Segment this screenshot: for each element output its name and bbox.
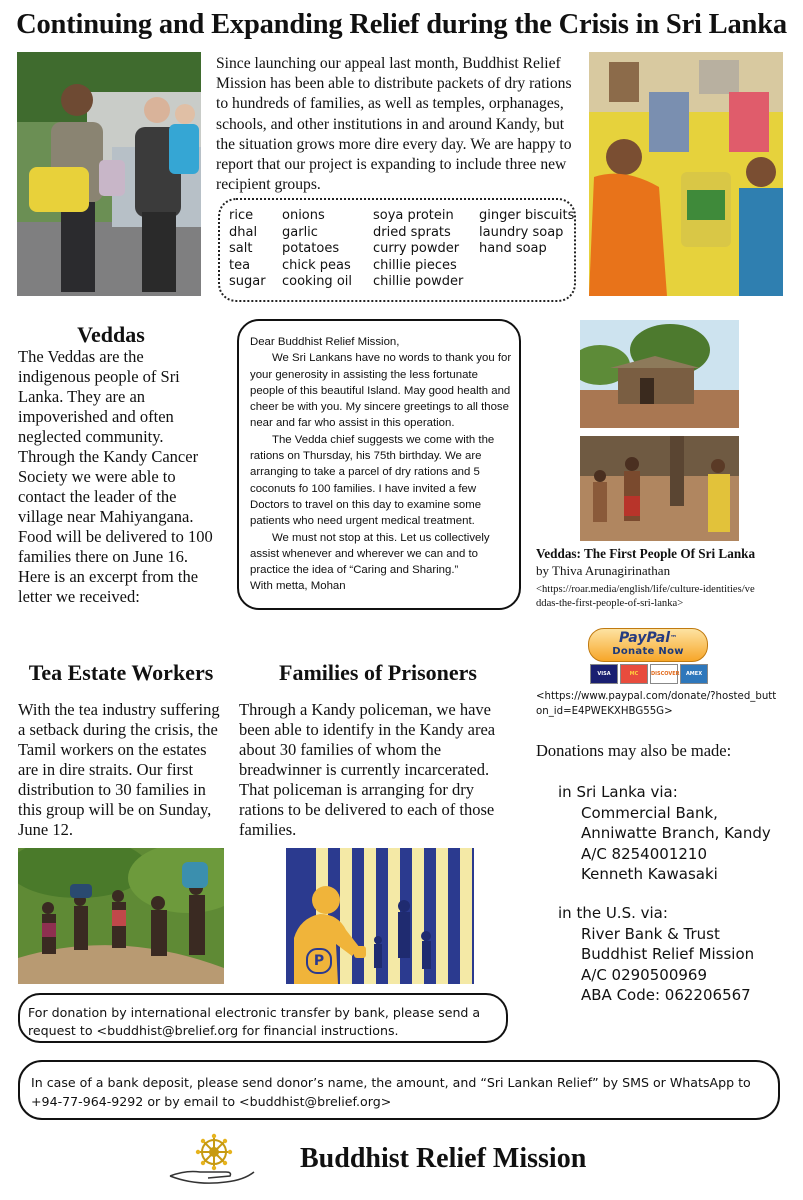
deposit-notice-text: In case of a bank deposit, please send donor’s name, the amount, and “Sri Lankan Relief” by SMS or WhatsApp to +94-77-964-9292 or by email to <buddhist@brelief.org> [31,1075,751,1109]
veddas-article-url[interactable] [536,583,755,611]
tea-heading: Tea Estate Workers [28,660,214,685]
volunteers-photo [17,52,201,296]
donations-intro: Donations may also be made: [536,741,732,760]
us-label: in the U.S. via: [558,904,668,922]
ration-item: rice [229,208,254,223]
prisoners-heading: Families of Prisoners [279,660,477,685]
us-line: River Bank & Trust [581,924,720,943]
ration-item: chillie powder [373,274,464,290]
veddas-heading: Veddas [77,322,145,347]
us-line: A/C 0290500969 [581,965,707,984]
srilanka-line: Kenneth Kawasaki [581,865,718,883]
paypal-logo: PayPal [618,630,671,646]
prisoners-body: Through a Kandy policeman, we have been able to identify in the Kandy area about 30 families of whom the breadwinner is currently incarcerated. That policeman is arranging for dry rations to be delivered to each of those families. [239,700,496,839]
ration-item: onions [282,208,325,223]
paypal-url-line-2: on_id=E4PWEKXHBG55G> [536,706,673,717]
veddas-article-url-line-2: ddas-the-first-people-of-sri-lanka> [536,598,684,609]
srilanka-line: A/C 8254001210 [581,844,707,863]
us-line: Buddhist Relief Mission [581,945,755,963]
tea-workers-photo [18,848,224,984]
srilanka-label: in Sri Lanka via: [558,783,678,801]
rations-column-1 [229,208,266,291]
discover-card-icon: DISCOVER [650,664,678,684]
ration-item: potatoes [282,241,340,257]
rations-column-4 [479,208,574,258]
ration-item: chillie pieces [373,257,457,273]
ration-item: laundry soap [479,224,564,240]
veddas-body: The Veddas are the indigenous people of Sri Lanka. They are an impoverished and often neglected community. Through the Kandy Cancer Society we were able to contact the leader of the village near Mahiyangana. Food will be delivered to 100 families there on June 16. Here is an excerpt from the letter we received: [18,347,213,606]
ration-item: tea [229,257,251,273]
srilanka-line: Commercial Bank, [581,803,718,822]
veddas-article-url-line-1: <https://roar.media/english/life/culture-identities/ve [536,584,755,595]
ration-item: hand soap [479,241,547,257]
transfer-notice-text: For donation by international electronic transfer by bank, please send a request to <buddhist@brelief.org for financial instructions. [28,1005,481,1038]
card-logos [590,664,710,684]
ration-item: dhal [229,224,258,240]
prisoners-illustration [286,848,474,984]
rations-column-3 [373,208,463,291]
ration-item: salt [229,241,253,257]
tea-body: With the tea industry suffering a setback during the crisis, the Tamil workers on the estates are in dire straits. Our first distribution to 30 families in this group will be on Sunday, June 12. [18,700,220,839]
paypal-url-line-1: <https://www.paypal.com/donate/?hosted_butt [536,691,777,702]
rations-column-2 [282,208,352,291]
letter-paragraph-3: We must not stop at this. Let us collectively assist whenever and wherever we can and to practice the idea of “Caring and Sharing.” [250,531,490,577]
letter-paragraph-2: The Vedda chief suggests we come with the rations on Thursday, his 75th birthday. We are arranging to take a parcel of dry rations and 5 coconuts fo 100 families. I have invited a few Doctors to travel on this day to examine some patients who need urgent medical treatment. [250,433,495,528]
intro-paragraph: Since launching our appeal last month, Buddhist Relief Mission has been able to distribute packets of dry rations to hundreds of families, as well as temples, orphanages, schools, and other institutions in and around Kandy, but the situation grows more dire every day. We are happy to report that our project is expanding to include three new recipient groups. [216,55,572,194]
veddas-article-title: Veddas: The First People Of Sri Lanka [536,546,756,561]
page-title: Continuing and Expanding Relief during the Crisis in Sri Lanka [16,9,787,40]
prisoner-badge-letter: P [306,948,332,974]
ration-item: ginger biscuits [479,208,575,223]
vedda-people-photo [580,436,739,541]
letter-salutation: Dear Buddhist Relief Mission, [250,336,400,348]
donations-us [558,903,754,1006]
ration-item: cooking oil [282,274,352,290]
paypal-url[interactable] [536,689,776,719]
veddas-article-author: by Thiva Arunagirinathan [536,563,671,578]
transfer-notice-box [18,993,508,1043]
us-line: ABA Code: 062206567 [581,986,751,1004]
monk-photo [589,52,783,296]
paypal-trademark: ™ [670,634,678,642]
letter-signoff: With metta, Mohan [250,580,346,593]
visa-card-icon: VISA [590,664,618,684]
dharma-wheel-hand-logo [166,1132,258,1188]
paypal-donate-label: Donate Now [612,646,684,657]
letter-paragraph-1: We Sri Lankans have no words to thank you for your generosity in assisting the less fortunate people of this beautiful Island. May good health and cheer be with you. My sincere greetings to all those near and far who assist in this operation. [250,352,512,430]
srilanka-line: Anniwatte Branch, Kandy [581,824,771,842]
donations-srilanka [558,782,771,885]
ration-item: garlic [282,224,318,240]
ration-item: curry powder [373,241,460,257]
deposit-notice-box [18,1060,780,1120]
footer-org-name: Buddhist Relief Mission [300,1143,587,1174]
letter-box [237,319,521,610]
vedda-hut-photo [580,320,739,428]
paypal-pill [588,628,708,662]
mastercard-icon: MC [620,664,648,684]
ration-item: chick peas [282,257,351,273]
amex-card-icon: AMEX [680,664,708,684]
ration-item: sugar [229,274,266,290]
ration-item: dried sprats [373,224,451,240]
paypal-donate-button[interactable] [586,628,710,686]
ration-item: soya protein [373,208,454,223]
